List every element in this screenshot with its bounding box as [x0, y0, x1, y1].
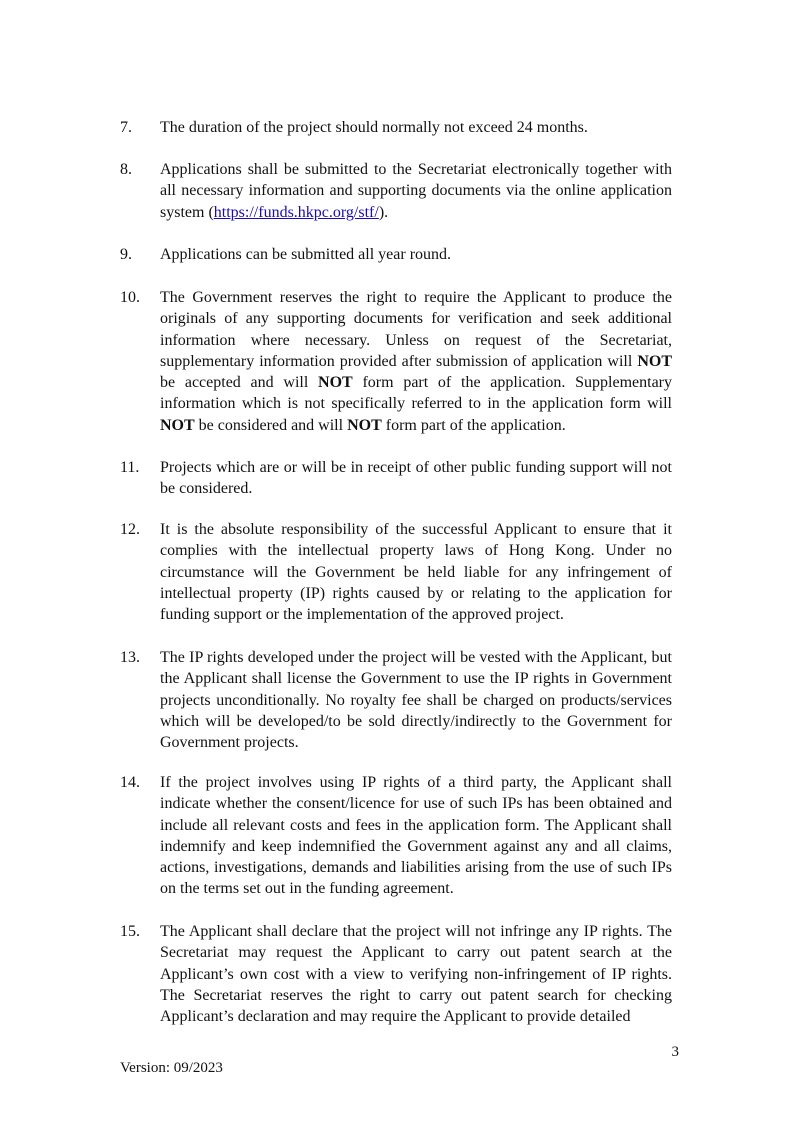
- application-system-link[interactable]: https://funds.hkpc.org/stf/: [213, 203, 379, 221]
- clause-8: [120, 159, 672, 223]
- emphasis-not: NOT: [318, 374, 353, 392]
- clause-9: [120, 244, 672, 265]
- clause-number: 8.: [120, 161, 132, 178]
- clause-11: [120, 457, 672, 500]
- clause-number: 10.: [120, 289, 140, 306]
- clause-text: It is the absolute responsibility of the successful Applicant to ensure that it complies with the intellectual property laws of Hong Kong. Under no circumstance will the Government be held liable for any infringement of intellectual property (IP) rights caused by or relating to the application for funding support or the implementation of the approved project.: [160, 521, 672, 624]
- clause-number: 14.: [120, 774, 140, 791]
- clause-number: 15.: [120, 923, 140, 940]
- clause-text-part: be accepted and will: [160, 374, 319, 392]
- clause-13: [120, 647, 672, 753]
- clause-number: 11.: [120, 459, 140, 476]
- page-number: 3: [671, 1044, 679, 1060]
- clause-text: The Applicant shall declare that the project will not infringe any IP rights. The Secretariat may request the Applicant to carry out patent search at the Applicant’s own cost with a view to verifying non-infringement of IP rights. The Secretariat reserves the right to carry out patent search for checking Applicant’s declaration and may require the Applicant to provide detailed: [160, 923, 672, 1026]
- clause-14: [120, 772, 672, 900]
- clause-10: [120, 287, 672, 436]
- clause-number: 12.: [120, 521, 140, 538]
- clause-15: [120, 921, 672, 1027]
- emphasis-not: NOT: [160, 416, 195, 434]
- clause-number: 9.: [120, 246, 132, 263]
- clause-number: 13.: [120, 649, 140, 666]
- clause-text: [160, 287, 672, 436]
- clause-text-part: Applications shall be submitted to the Secretariat electronically together with all necessary information and supporting documents via the online application system (: [160, 161, 672, 221]
- clause-text: The IP rights developed under the project will be vested with the Applicant, but the Applicant shall license the Government to use the IP rights in Government projects unconditionally. No royalty fee shall be charged on products/services which will be developed/to be sold directly/indirectly to the Government for Government projects.: [160, 649, 672, 752]
- version-label: Version: 09/2023: [120, 1060, 223, 1076]
- clause-text: The duration of the project should normally not exceed 24 months.: [160, 119, 588, 136]
- clause-12: [120, 519, 672, 625]
- clause-text-part: form part of the application. Supplementary information which is not specifically referred to in the application form will: [160, 374, 673, 413]
- clause-text: Projects which are or will be in receipt of other public funding support will not be considered.: [160, 459, 672, 498]
- clause-text: Applications can be submitted all year round.: [160, 246, 452, 263]
- clause-text-part: be considered and will: [194, 416, 348, 434]
- clause-text-part: ).: [378, 203, 389, 221]
- clause-text-part: The Government reserves the right to require the Applicant to produce the originals of any supporting documents for verification and seek additional information where necessary. Unless on request of the Secretariat, supplementary information provided after submission of application will: [160, 289, 672, 370]
- emphasis-not: NOT: [347, 416, 382, 434]
- emphasis-not: NOT: [637, 352, 672, 370]
- clause-text-part: form part of the application.: [381, 416, 566, 434]
- clause-text: If the project involves using IP rights of a third party, the Applicant shall indicate whether the consent/licence for use of such IPs has been obtained and include all relevant costs and fees in the application form. The Applicant shall indemnify and keep indemnified the Government against any and all claims, actions, investigations, demands and liabilities arising from the use of such IPs on the terms set out in the funding agreement.: [160, 774, 672, 898]
- clause-number: 7.: [120, 119, 132, 136]
- clause-text: [160, 159, 672, 223]
- clause-7: [120, 117, 672, 138]
